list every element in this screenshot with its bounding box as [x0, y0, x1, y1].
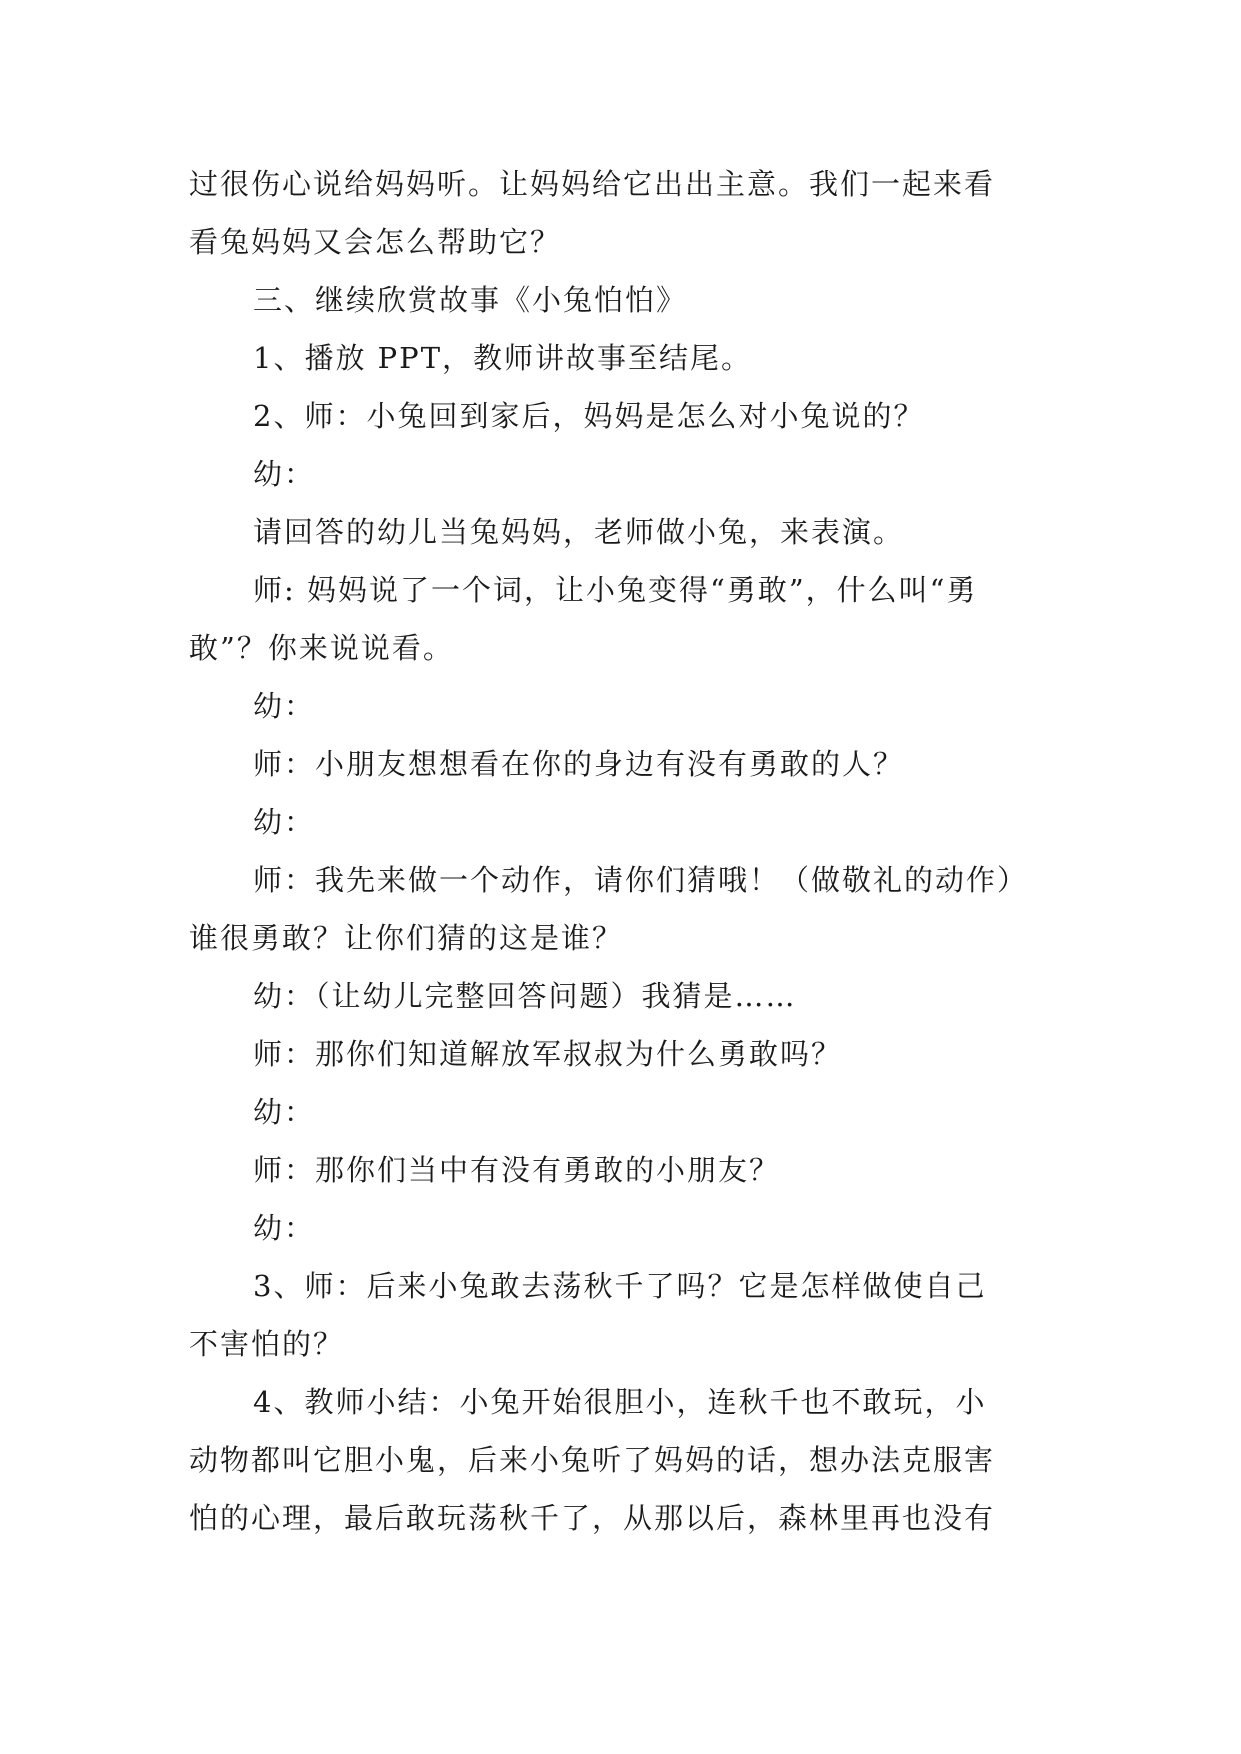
text-line: 师：那你们当中有没有勇敢的小朋友？: [253, 1153, 781, 1187]
text-line: 2、师：小兔回到家后，妈妈是怎么对小兔说的？: [253, 399, 925, 433]
text-line: 看兔妈妈又会怎么帮助它？: [189, 225, 562, 259]
text-line: 过很伤心说给妈妈听。让妈妈给它出出主意。我们一起来看: [189, 167, 996, 201]
text-line: 1、播放 PPT，教师讲故事至结尾。: [253, 341, 753, 375]
text-line: 敢”？你来说说看。: [189, 631, 454, 665]
text-line: 怕的心理，最后敢玩荡秋千了，从那以后，森林里再也没有: [189, 1501, 996, 1535]
text-line: 师：那你们知道解放军叔叔为什么勇敢吗？: [253, 1037, 843, 1071]
text-line: 谁很勇敢？让你们猜的这是谁？: [189, 921, 624, 955]
text-line: 幼：: [253, 805, 316, 839]
text-line: 4、教师小结：小兔开始很胆小，连秋千也不敢玩，小: [253, 1385, 987, 1419]
text-line: 幼：（让幼儿完整回答问题）我猜是……: [253, 979, 797, 1013]
text-line: 师：我先来做一个动作，请你们猜哦！（做敬礼的动作）: [253, 863, 1029, 897]
text-line: 请回答的幼儿当兔妈妈，老师做小兔，来表演。: [253, 515, 905, 549]
text-line: 幼：: [253, 1095, 316, 1129]
text-line: 师：小朋友想想看在你的身边有没有勇敢的人？: [253, 747, 905, 781]
text-line: 3、师：后来小兔敢去荡秋千了吗？它是怎样做使自己: [253, 1269, 987, 1303]
section-heading: 三、继续欣赏故事《小兔怕怕》: [253, 283, 688, 317]
text-line: 动物都叫它胆小鬼，后来小兔听了妈妈的话，想办法克服害: [189, 1443, 996, 1477]
text-line: 幼：: [253, 1211, 316, 1245]
text-line: 幼：: [253, 457, 316, 491]
text-line: 不害怕的？: [189, 1327, 345, 1361]
text-line: 幼：: [253, 689, 316, 723]
text-line: 师: 妈妈说了一个词，让小兔变得“勇敢”，什么叫“勇: [253, 573, 978, 607]
